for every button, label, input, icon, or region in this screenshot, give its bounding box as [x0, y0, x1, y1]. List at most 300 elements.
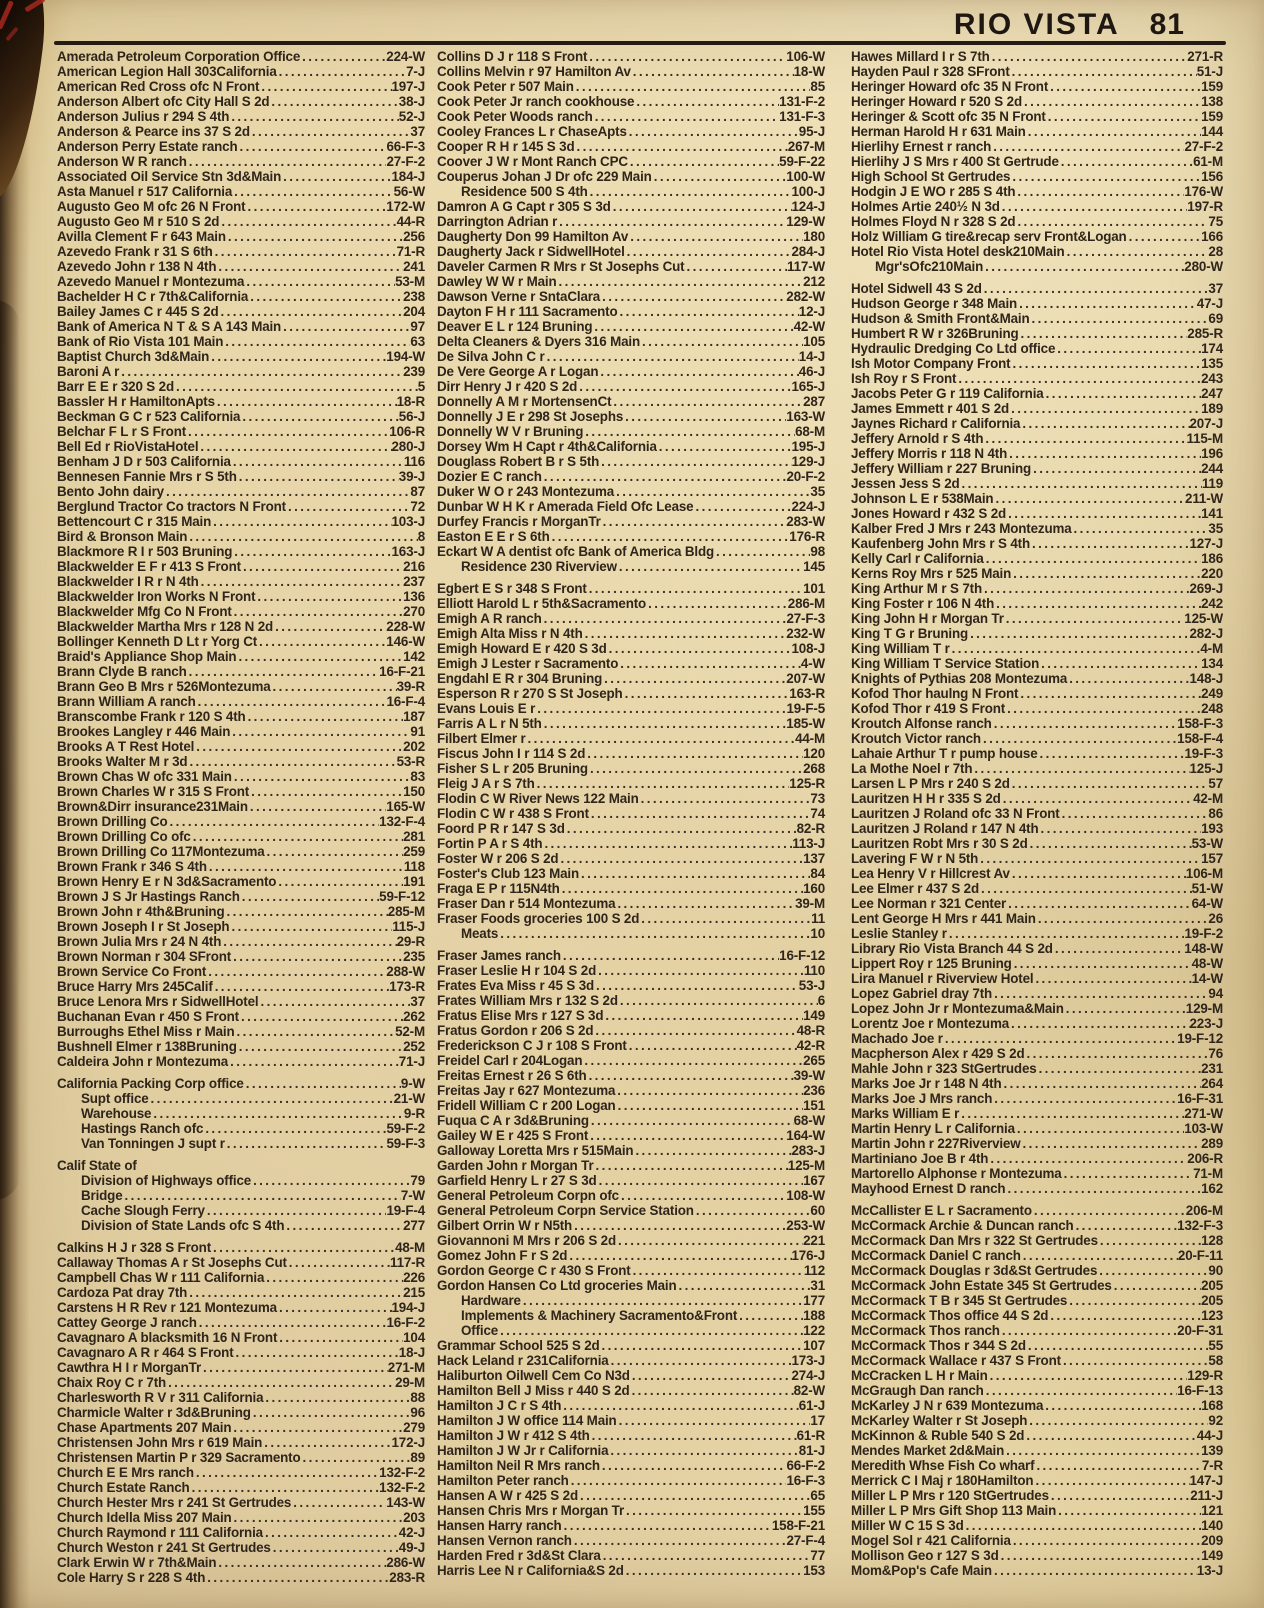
entry-name: Egbert E S r 348 S Front: [437, 581, 587, 596]
entry-number: 249: [1201, 686, 1223, 701]
directory-entry: [437, 1383, 825, 1398]
entry-number: 13-J: [1196, 1563, 1223, 1578]
dot-leader: [617, 559, 803, 574]
directory-entry: [437, 596, 825, 611]
entry-name: Meredith Whse Fish Co wharf: [851, 1458, 1035, 1473]
dot-leader: [258, 994, 410, 1009]
dot-leader: [271, 679, 397, 694]
entry-name: Blackwelder I R r N 4th: [57, 574, 199, 589]
entry-number: 92: [1208, 1413, 1223, 1428]
entry-number: 209: [1201, 1533, 1223, 1548]
directory-entry: [57, 1121, 425, 1136]
directory-entry: [851, 109, 1223, 124]
dot-leader: [276, 874, 403, 889]
dot-leader: [550, 529, 790, 544]
entry-number: 18-J: [398, 1345, 425, 1360]
entry-name: Kerns Roy Mrs r 525 Main: [851, 566, 1012, 581]
entry-name: Mahle John r 323 StGertrudes: [851, 1061, 1037, 1076]
entry-number: 19-F-2: [1184, 926, 1223, 941]
entry-number: 108-W: [786, 1188, 825, 1203]
dot-leader: [187, 154, 387, 169]
dot-leader: [615, 1083, 803, 1098]
entry-name: Gilbert Orrin W r N5th: [437, 1218, 573, 1233]
entry-number: 31: [810, 1278, 825, 1293]
entry-number: 42-W: [793, 319, 825, 334]
dot-leader: [244, 1076, 401, 1091]
entry-name: Bank of America N T & S A 143 Main: [57, 319, 282, 334]
entry-name: Lauritzen H H r 335 S 2d: [851, 791, 1001, 806]
entry-number: 193: [1201, 821, 1223, 836]
dot-leader: [151, 1106, 404, 1121]
directory-entry: [57, 829, 425, 844]
entry-name: Jeffery William r 227 Bruning: [851, 461, 1032, 476]
dot-leader: [611, 199, 792, 214]
entry-name: Filbert Elmer r: [437, 731, 526, 746]
entry-name: Martorello Alphonse r Montezuma: [851, 1166, 1062, 1181]
dot-leader: [211, 514, 391, 529]
dot-leader: [1074, 1218, 1178, 1233]
entry-number: 39-R: [396, 679, 425, 694]
entry-number: 212: [803, 274, 825, 289]
dot-leader: [1007, 446, 1201, 461]
entry-number: 12-J: [798, 304, 825, 319]
directory-entry: [437, 1518, 825, 1533]
entry-number: 105: [803, 334, 825, 349]
directory-entry: [57, 439, 425, 454]
entry-number: 211-J: [1190, 1488, 1223, 1503]
dot-leader: [1001, 1076, 1201, 1091]
dot-leader: [542, 469, 787, 484]
dot-leader: [616, 1233, 803, 1248]
directory-entry: [437, 259, 825, 274]
directory-entry: [851, 416, 1223, 431]
entry-number: 14-J: [798, 349, 825, 364]
dot-leader: [263, 1390, 410, 1405]
dot-leader: [521, 1293, 803, 1308]
entry-number: 167: [803, 1173, 825, 1188]
dot-leader: [630, 1368, 792, 1383]
directory-entry: [57, 664, 425, 679]
dot-leader: [628, 154, 779, 169]
entry-name: Bridge: [81, 1188, 123, 1203]
dot-leader: [1127, 229, 1202, 244]
entry-name: Daveler Carmen R Mrs r St Josephs Cut: [437, 259, 685, 274]
directory-entry: [437, 716, 825, 731]
directory-entry: [851, 701, 1223, 716]
entry-number: 16-F-31: [1177, 1091, 1223, 1106]
dot-leader: [602, 671, 786, 686]
dot-leader: [600, 1458, 787, 1473]
directory-entry: [851, 911, 1223, 926]
entry-number: 27-F-4: [786, 1533, 825, 1548]
entry-name: Donnelly W V r Bruning: [437, 424, 584, 439]
entry-name: Ish Roy r S Front: [851, 371, 957, 386]
directory-entry: [57, 364, 425, 379]
dot-leader: [197, 1315, 387, 1330]
dot-leader: [1049, 1488, 1190, 1503]
entry-number: 53-M: [395, 274, 425, 289]
directory-entry: [57, 1480, 425, 1495]
dot-leader: [587, 49, 786, 64]
directory-entry: [851, 446, 1223, 461]
entry-name: McCormack Thos office 44 S 2d: [851, 1308, 1049, 1323]
entry-name: Lea Henry V r Hillcrest Av: [851, 866, 1010, 881]
directory-entry: [437, 244, 825, 259]
entry-name: Jeffery Arnold r S 4th: [851, 431, 984, 446]
directory-entry: [851, 244, 1223, 259]
dot-leader: [1026, 1338, 1209, 1353]
dot-leader: [1015, 1121, 1184, 1136]
dot-leader: [187, 754, 396, 769]
directory-entry: [437, 731, 825, 746]
dot-leader: [624, 1563, 803, 1578]
directory-entry: [851, 1031, 1223, 1046]
entry-number: 55: [1208, 1338, 1223, 1353]
entry-number: 159: [1201, 79, 1223, 94]
dot-leader: [684, 259, 787, 274]
entry-number: 264: [1201, 1076, 1223, 1091]
entry-name: Barr E E r 320 S 2d: [57, 379, 174, 394]
entry-name: Miller L P Mrs r 120 StGertrudes: [851, 1488, 1049, 1503]
dot-leader: [983, 431, 1186, 446]
entry-name: Dirr Henry J r 420 S 2d: [437, 379, 578, 394]
entry-number: 76: [1208, 1046, 1223, 1061]
entry-name: Fraga E P r 115N4th: [437, 881, 560, 896]
dot-leader: [216, 1555, 386, 1570]
entry-number: 132-F-3: [1177, 1218, 1223, 1233]
dot-leader: [652, 169, 787, 184]
page-edge-shadow: [0, 300, 20, 1200]
entry-number: 10: [810, 926, 825, 941]
dot-leader: [1112, 1278, 1201, 1293]
entry-name: Beckman G C r 523 California: [57, 409, 241, 424]
directory-entry: [437, 169, 825, 184]
entry-number: 120: [803, 746, 825, 761]
entry-number: 216: [403, 559, 425, 574]
entry-name: Merrick C I Maj r 180Hamilton: [851, 1473, 1034, 1488]
directory-entry: [851, 1383, 1223, 1398]
directory-entry: [57, 814, 425, 829]
directory-entry: [57, 124, 425, 139]
entry-name: Clark Erwin W r 7th&Main: [57, 1555, 217, 1570]
entry-number: 146-W: [386, 634, 425, 649]
entry-name: Hack Leland r 231California: [437, 1353, 609, 1368]
dot-leader: [694, 1203, 811, 1218]
dot-leader: [236, 649, 403, 664]
dot-leader: [978, 851, 1201, 866]
directory-entry: [57, 784, 425, 799]
entry-name: Ish Motor Company Front: [851, 356, 1011, 371]
entry-name: Callaway Thomas A r St Josephs Cut: [57, 1255, 287, 1270]
entry-number: 224-J: [791, 499, 825, 514]
dot-leader: [187, 664, 380, 679]
dot-leader: [119, 364, 403, 379]
entry-number: 18-W: [793, 64, 825, 79]
entry-number: 288-W: [386, 964, 425, 979]
directory-entry: [57, 319, 425, 334]
entry-name: Brooks A T Rest Hotel: [57, 739, 195, 754]
dot-leader: [634, 94, 779, 109]
entry-number: 267-M: [787, 139, 825, 154]
dot-leader: [639, 791, 811, 806]
directory-entry: [57, 469, 425, 484]
directory-entry: [437, 1278, 825, 1293]
entry-name: Engdahl E R r 304 Bruning: [437, 671, 603, 686]
entry-number: 86: [1208, 806, 1223, 821]
entry-number: 88: [410, 1390, 425, 1405]
dot-leader: [943, 1031, 1177, 1046]
dot-leader: [123, 1188, 401, 1203]
directory-entry: [57, 274, 425, 289]
entry-name: Benham J D r 503 California: [57, 454, 231, 469]
entry-name: Marks Joe J Mrs ranch: [851, 1091, 993, 1106]
directory-entry: [57, 1091, 425, 1106]
directory-entry: [57, 859, 425, 874]
entry-name: Emigh Howard E r 420 S 3d: [437, 641, 607, 656]
entry-name: Fuqua C A r 3d&Bruning: [437, 1113, 589, 1128]
directory-entry: [437, 821, 825, 836]
entry-name: Lira Manuel r Riverview Hotel: [851, 971, 1034, 986]
entry-name: Amerada Petroleum Corporation Office: [57, 49, 301, 64]
directory-entry: [437, 1413, 825, 1428]
entry-name: Chase Apartments 207 Main: [57, 1420, 232, 1435]
dot-leader: [598, 364, 798, 379]
entry-name: Brown Drilling Co: [57, 814, 168, 829]
dot-leader: [1039, 656, 1201, 671]
dot-leader: [640, 334, 803, 349]
entry-number: 207-J: [1189, 416, 1223, 431]
dot-leader: [230, 724, 410, 739]
directory-entry: [437, 79, 825, 94]
dot-leader: [545, 349, 799, 364]
entry-name: Azevedo Manuel r Montezuma: [57, 274, 245, 289]
entry-number: 224-W: [386, 49, 425, 64]
directory-entry: [851, 386, 1223, 401]
dot-leader: [201, 1360, 388, 1375]
directory-entry: [57, 1076, 425, 1091]
dot-leader: [232, 769, 411, 784]
directory-entry: [57, 739, 425, 754]
directory-entry: [57, 1555, 425, 1570]
entry-name: Foster W r 206 S 2d: [437, 851, 559, 866]
dot-leader: [979, 881, 1192, 896]
entry-name: Campbell Chas W r 111 California: [57, 1270, 265, 1285]
entry-number: 231: [1201, 1061, 1223, 1076]
directory-entry: [851, 64, 1223, 79]
entry-number: 259: [403, 844, 425, 859]
entry-name: Mogel Sol r 421 California: [851, 1533, 1011, 1548]
directory-entry: [851, 1353, 1223, 1368]
entry-name: Christensen Martin P r 329 Sacramento: [57, 1450, 301, 1465]
dot-leader: [575, 139, 788, 154]
directory-entry: [57, 49, 425, 64]
entry-number: 195-J: [791, 439, 825, 454]
dot-leader: [1033, 971, 1191, 986]
entry-name: Baroni A r: [57, 364, 120, 379]
dot-leader: [601, 514, 787, 529]
entry-name: Frates William Mrs r 132 S 2d: [437, 993, 618, 1008]
dot-leader: [1030, 311, 1209, 326]
entry-name: Lauritzen Robt Mrs r 30 S 2d: [851, 836, 1028, 851]
entry-name: Brookes Langley r 446 Main: [57, 724, 231, 739]
entry-name: Lee Elmer r 437 S 2d: [851, 881, 980, 896]
dot-leader: [1060, 806, 1209, 821]
entry-number: 163-R: [789, 686, 825, 701]
entry-number: 17: [810, 1413, 825, 1428]
entry-number: 283-R: [389, 1570, 425, 1585]
entry-name: Bollinger Kenneth D Lt r Yorg Ct: [57, 634, 258, 649]
dot-leader: [229, 109, 398, 124]
entry-number: 289: [1201, 1136, 1223, 1151]
dot-leader: [231, 1420, 403, 1435]
dot-leader: [149, 1091, 394, 1106]
entry-number: 205: [1201, 1293, 1223, 1308]
entry-number: 115-J: [392, 919, 425, 934]
entry-name: Hierlihy J S Mrs r 400 St Gertrude: [851, 154, 1059, 169]
directory-entry: [57, 214, 425, 229]
entry-number: 156: [1201, 169, 1223, 184]
entry-name: Gordon Hansen Co Ltd groceries Main: [437, 1278, 677, 1293]
entry-number: 98: [810, 544, 825, 559]
dot-leader: [1011, 566, 1201, 581]
entry-number: 279: [403, 1420, 425, 1435]
entry-number: 117-R: [390, 1255, 425, 1270]
directory-entry: [851, 1308, 1223, 1323]
directory-entry: [851, 1368, 1223, 1383]
directory-entry: [851, 881, 1223, 896]
entry-name: Anderson Albert ofc City Hall S 2d: [57, 94, 270, 109]
entry-number: 155: [803, 1503, 825, 1518]
dot-leader: [624, 1503, 803, 1518]
entry-number: 35: [1208, 521, 1223, 536]
directory-entry: [437, 1443, 825, 1458]
dot-leader: [248, 289, 403, 304]
entry-number: 148-J: [1189, 671, 1223, 686]
dot-leader: [562, 1518, 772, 1533]
dot-leader: [618, 656, 801, 671]
dot-leader: [205, 1570, 389, 1585]
directory-entry: [57, 394, 425, 409]
entry-name: Larsen L P Mrs r 240 S 2d: [851, 776, 1010, 791]
entry-number: 176-W: [1184, 184, 1223, 199]
dot-leader: [984, 551, 1201, 566]
directory-entry: [437, 836, 825, 851]
directory-entry: [437, 484, 825, 499]
directory-entry: [57, 1450, 425, 1465]
entry-name: Kalber Fred J Mrs r 243 Montezuma: [851, 521, 1072, 536]
directory-entry: [851, 821, 1223, 836]
entry-number: 64-W: [1191, 896, 1223, 911]
entry-name: Jaynes Richard r California: [851, 416, 1021, 431]
dot-leader: [585, 746, 803, 761]
dot-leader: [959, 1106, 1184, 1121]
entry-name: Eckart W A dentist ofc Bank of America Bldg: [437, 544, 715, 559]
dot-leader: [572, 1533, 787, 1548]
directory-entry: [57, 1173, 425, 1188]
entry-name: Augusto Geo M r 510 S 2d: [57, 214, 220, 229]
entry-number: 77: [810, 1548, 825, 1563]
directory-entry: [437, 746, 825, 761]
dot-leader: [249, 784, 403, 799]
directory-entry: [437, 978, 825, 993]
entry-name: Delta Cleaners & Dyers 316 Main: [437, 334, 641, 349]
directory-entry: [437, 349, 825, 364]
entry-name: McCormack Thos ranch: [851, 1323, 1000, 1338]
directory-entry: [57, 1420, 425, 1435]
directory-entry: [57, 1240, 425, 1255]
entry-name: Gailey W E r 425 S Front: [437, 1128, 589, 1143]
dot-leader: [194, 739, 403, 754]
dot-leader: [578, 1488, 810, 1503]
directory-entry: [57, 904, 425, 919]
entry-number: 16-F-13: [1177, 1383, 1223, 1398]
entry-number: 68-W: [793, 1113, 825, 1128]
entry-name: Fraser Dan r 514 Montezuma: [437, 896, 616, 911]
entry-number: 51-J: [1196, 64, 1223, 79]
entry-number: 285-M: [387, 904, 425, 919]
entry-number: 166: [1201, 229, 1223, 244]
dot-leader: [593, 109, 779, 124]
directory-entry: [437, 529, 825, 544]
entry-name: Cooley Frances L r ChaseApts: [437, 124, 627, 139]
directory-entry: [437, 1488, 825, 1503]
entry-name: Bennesen Fannie Mrs r S 5th: [57, 469, 237, 484]
directory-entry: [57, 1360, 425, 1375]
entry-number: 235: [403, 949, 425, 964]
dot-leader: [567, 1248, 791, 1263]
dot-leader: [187, 529, 417, 544]
dot-leader: [646, 596, 788, 611]
directory-entry: [437, 948, 825, 963]
entry-number: 176-J: [791, 1248, 825, 1263]
directory-entry: [57, 949, 425, 964]
entry-number: 87: [410, 484, 425, 499]
dot-leader: [1005, 1181, 1201, 1196]
directory-entry: [851, 371, 1223, 386]
entry-name: Cawthra H I r MorganTr: [57, 1360, 202, 1375]
directory-entry: [851, 124, 1223, 139]
entry-number: 29-R: [396, 934, 425, 949]
entry-number: 265: [803, 1053, 825, 1068]
entry-name: Blackwelder Mfg Co N Front: [57, 604, 232, 619]
entry-number: 49-J: [398, 1540, 425, 1555]
directory-entry: [57, 484, 425, 499]
dot-leader: [226, 229, 403, 244]
dot-leader: [1015, 214, 1208, 229]
entry-name: Belchar F L r S Front: [57, 424, 187, 439]
entry-name: Hudson & Smith Front&Main: [851, 311, 1030, 326]
entry-name: La Mothe Noel r 7th: [851, 761, 973, 776]
dot-leader: [1037, 1061, 1202, 1076]
entry-name: Dozier E C ranch: [437, 469, 542, 484]
entry-name: Holmes Artie 240½ N 3d: [851, 199, 1000, 214]
directory-entry: [57, 304, 425, 319]
directory-entry: [437, 1203, 825, 1218]
directory-entry: [57, 229, 425, 244]
dot-leader: [1046, 109, 1201, 124]
entry-name: Damron A G Capt r 305 S 3d: [437, 199, 611, 214]
dot-leader: [590, 1428, 797, 1443]
entry-number: 223-J: [1189, 1016, 1223, 1031]
entry-name: Fratus Gordon r 206 S 2d: [437, 1023, 594, 1038]
entry-name: Hotel Sidwell 43 S 2d: [851, 281, 982, 296]
entry-number: 106-W: [786, 49, 825, 64]
directory-entry: [57, 649, 425, 664]
entry-number: 243: [1201, 371, 1223, 386]
entry-name: Mgr'sOfc210Main: [875, 259, 984, 274]
entry-number: 283-W: [786, 514, 825, 529]
entry-name: Garfield Henry L r 27 S 3d: [437, 1173, 597, 1188]
